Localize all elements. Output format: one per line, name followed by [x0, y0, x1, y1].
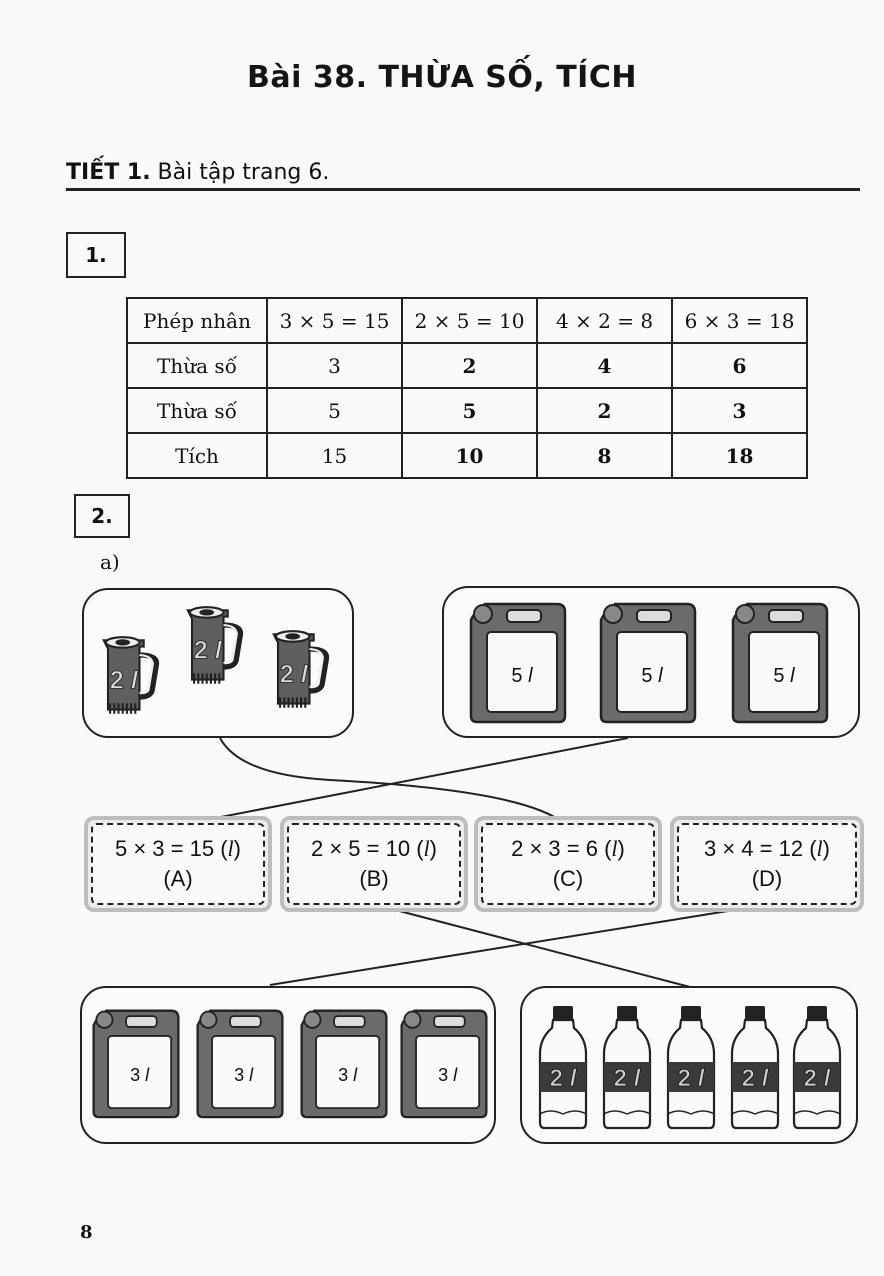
answer-card-C[interactable] — [474, 816, 662, 912]
group-pitchers[interactable] — [82, 588, 354, 738]
pitcher-icon — [264, 628, 334, 712]
answer-card-D[interactable] — [670, 816, 864, 912]
table-row — [127, 343, 807, 388]
part-label: a) — [100, 550, 120, 574]
row-header: Phép nhân — [127, 298, 267, 343]
table-cell: 3 × 5 = 15 — [267, 298, 402, 343]
group-bottles[interactable] — [520, 986, 858, 1144]
table-cell: 15 — [267, 433, 402, 478]
section-text: Bài tập trang 6. — [150, 160, 330, 185]
bottle-icon — [600, 1004, 654, 1130]
table-cell: 2 × 5 = 10 — [402, 298, 537, 343]
svg-text:5 l: 5 l — [641, 665, 663, 687]
answer-card-A[interactable] — [84, 816, 272, 912]
svg-text:5 l: 5 l — [773, 665, 795, 687]
table-row — [127, 388, 807, 433]
card-expression: 2 × 5 = 10 (l) — [311, 836, 437, 861]
match-line-bottles-B — [365, 902, 690, 987]
row-header: Thừa số — [127, 388, 267, 433]
card-letter: (B) — [359, 866, 389, 891]
section-label: TIẾT 1. — [66, 160, 151, 185]
table-row — [127, 433, 807, 478]
table-cell: 3 — [267, 343, 402, 388]
table-cell: 4 × 2 = 8 — [537, 298, 672, 343]
svg-text:3 l: 3 l — [438, 1065, 458, 1086]
match-line-cans-D — [270, 905, 765, 985]
table-cell-answer: 2 — [537, 388, 672, 433]
page-title: Bài 38. THỪA SỐ, TÍCH — [247, 60, 637, 95]
card-expression: 3 × 4 = 12 (l) — [704, 836, 830, 861]
pitcher-icon — [178, 604, 248, 688]
heading-divider — [66, 188, 860, 191]
jerrycan-icon — [466, 598, 570, 726]
svg-text:3 l: 3 l — [130, 1065, 150, 1086]
pitcher-icon — [94, 634, 164, 718]
exercise-2-number: 2. — [74, 494, 130, 538]
card-letter: (A) — [163, 866, 193, 891]
table-cell: 6 × 3 = 18 — [672, 298, 807, 343]
row-header: Thừa số — [127, 343, 267, 388]
row-header: Tích — [127, 433, 267, 478]
card-letter: (D) — [751, 866, 783, 891]
bottle-icon — [728, 1004, 782, 1130]
card-expression: 2 × 3 = 6 (l) — [511, 836, 625, 861]
table-cell-answer: 6 — [672, 343, 807, 388]
table-cell-answer: 8 — [537, 433, 672, 478]
svg-text:3 l: 3 l — [338, 1065, 358, 1086]
bottle-icon — [664, 1004, 718, 1130]
jerrycan-icon — [596, 598, 700, 726]
group-small-cans[interactable] — [80, 986, 496, 1144]
jerrycan-icon — [398, 1002, 490, 1124]
jerrycan-icon — [298, 1002, 390, 1124]
table-cell-answer: 10 — [402, 433, 537, 478]
jerrycan-icon — [194, 1002, 286, 1124]
group-big-cans[interactable] — [442, 586, 860, 738]
table-cell-answer: 5 — [402, 388, 537, 433]
svg-text:5 l: 5 l — [511, 665, 533, 687]
svg-text:3 l: 3 l — [234, 1065, 254, 1086]
match-line-pitchers-C — [220, 738, 562, 822]
page-number: 8 — [80, 1222, 93, 1243]
exercise-1-number: 1. — [66, 232, 126, 278]
multiplication-table — [126, 297, 808, 479]
match-line-cans-A — [195, 738, 628, 822]
table-cell-answer: 2 — [402, 343, 537, 388]
answer-card-B[interactable] — [280, 816, 468, 912]
table-row — [127, 298, 807, 343]
section-heading — [66, 160, 329, 185]
card-expression: 5 × 3 = 15 (l) — [115, 836, 241, 861]
card-letter: (C) — [552, 866, 584, 891]
table-cell-answer: 3 — [672, 388, 807, 433]
jerrycan-icon — [90, 1002, 182, 1124]
jerrycan-icon — [728, 598, 832, 726]
table-cell-answer: 4 — [537, 343, 672, 388]
bottle-icon — [790, 1004, 844, 1130]
table-cell: 5 — [267, 388, 402, 433]
table-cell-answer: 18 — [672, 433, 807, 478]
bottle-icon — [536, 1004, 590, 1130]
